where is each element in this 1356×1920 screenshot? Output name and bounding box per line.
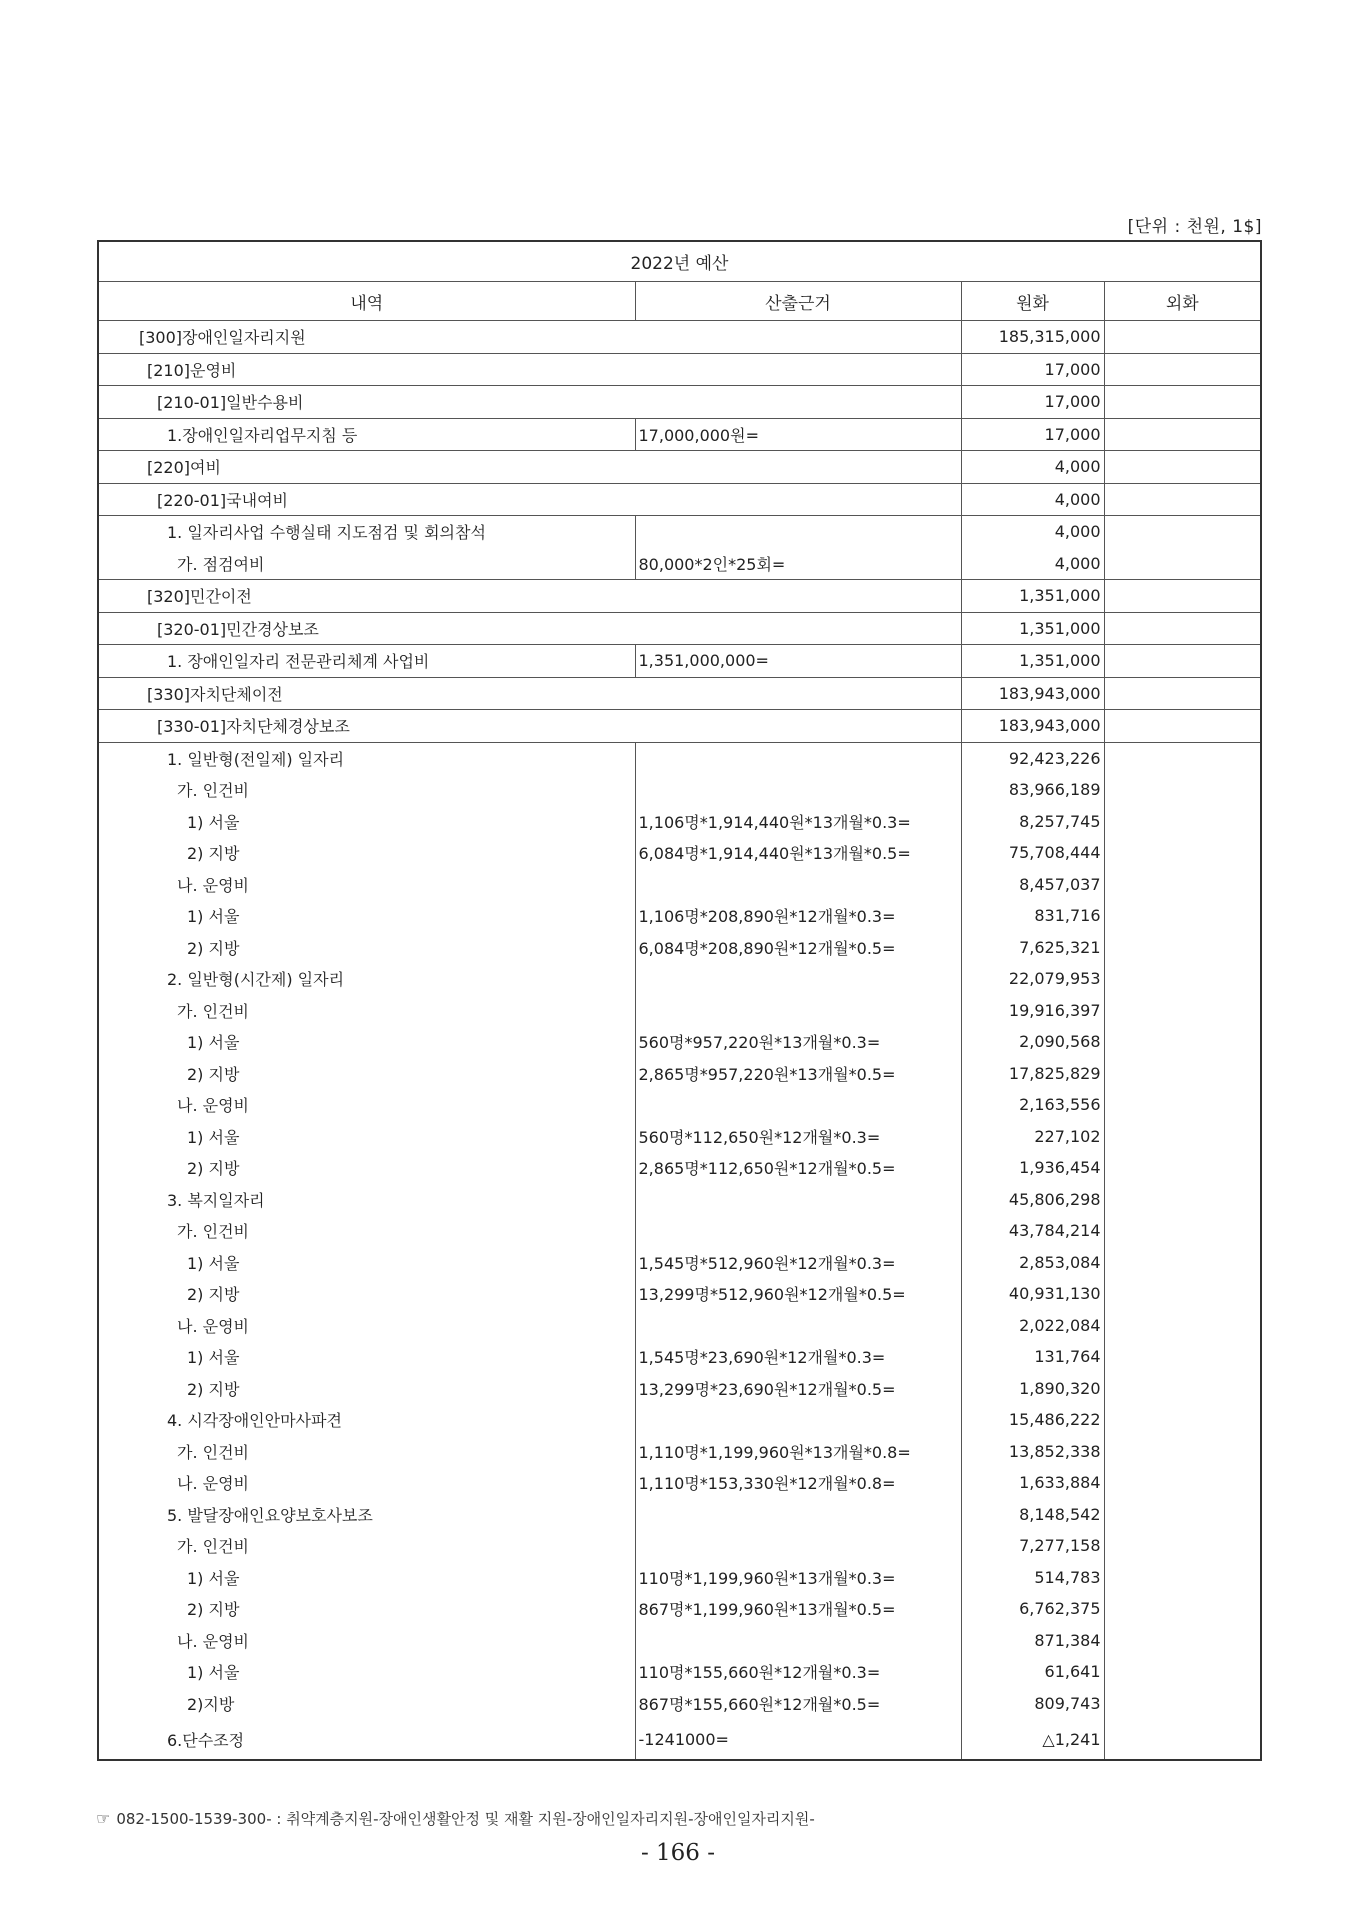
row-label: [210]운영비: [98, 353, 961, 386]
row-krw-amount: 8,257,745: [961, 806, 1104, 838]
row-foreign-amount: [1104, 483, 1261, 516]
unit-note: [단위 : 천원, 1$]: [1127, 217, 1262, 237]
row-basis: 110명*1,199,960원*13개월*0.3=: [635, 1562, 961, 1594]
row-label: 1. 일반형(전일제) 일자리: [98, 742, 635, 774]
table-row: [98, 1688, 1261, 1720]
row-label: 가. 인건비: [98, 1215, 635, 1247]
row-foreign-amount: [1104, 1373, 1261, 1405]
row-foreign-amount: [1104, 1089, 1261, 1121]
row-basis: 110명*155,660원*12개월*0.3=: [635, 1656, 961, 1688]
row-krw-amount: 17,000: [961, 353, 1104, 386]
row-krw-amount: 43,784,214: [961, 1215, 1104, 1247]
table-row: [98, 1247, 1261, 1279]
row-foreign-amount: [1104, 353, 1261, 386]
table-row: [98, 451, 1261, 484]
row-basis: [635, 963, 961, 995]
row-basis: [635, 1089, 961, 1121]
row-basis: 80,000*2인*25회=: [635, 548, 961, 580]
row-basis: 17,000,000원=: [635, 418, 961, 451]
row-basis: [635, 1310, 961, 1342]
row-basis: [635, 1215, 961, 1247]
row-krw-amount: 92,423,226: [961, 742, 1104, 774]
row-krw-amount: 19,916,397: [961, 995, 1104, 1027]
table-row: [98, 1341, 1261, 1373]
row-krw-amount: 183,943,000: [961, 710, 1104, 743]
row-foreign-amount: [1104, 612, 1261, 645]
row-label: [300]장애인일자리지원: [98, 321, 961, 354]
row-krw-amount: 1,351,000: [961, 612, 1104, 645]
table-row: [98, 1467, 1261, 1499]
table-row: [98, 418, 1261, 451]
row-label: 1) 서울: [98, 1562, 635, 1594]
row-foreign-amount: [1104, 932, 1261, 964]
row-krw-amount: 40,931,130: [961, 1278, 1104, 1310]
row-krw-amount: 183,943,000: [961, 677, 1104, 710]
row-krw-amount: 4,000: [961, 483, 1104, 516]
row-foreign-amount: [1104, 900, 1261, 932]
table-title: 2022년 예산: [98, 241, 1261, 282]
row-krw-amount: 4,000: [961, 548, 1104, 580]
row-label: 나. 운영비: [98, 1625, 635, 1657]
row-label: 2) 지방: [98, 932, 635, 964]
table-row: [98, 995, 1261, 1027]
row-krw-amount: 227,102: [961, 1121, 1104, 1153]
row-basis: 1,351,000,000=: [635, 645, 961, 678]
table-row: [98, 1625, 1261, 1657]
row-label: 2) 지방: [98, 837, 635, 869]
row-label: [330-01]자치단체경상보조: [98, 710, 961, 743]
row-krw-amount: 61,641: [961, 1656, 1104, 1688]
row-foreign-amount: [1104, 386, 1261, 419]
row-krw-amount: 45,806,298: [961, 1184, 1104, 1216]
row-basis: 1,110명*1,199,960원*13개월*0.8=: [635, 1436, 961, 1468]
row-foreign-amount: [1104, 645, 1261, 678]
table-row: [98, 742, 1261, 774]
table-row: [98, 516, 1261, 548]
table-row: [98, 677, 1261, 710]
row-foreign-amount: [1104, 806, 1261, 838]
table-row: [98, 321, 1261, 354]
row-foreign-amount: [1104, 1688, 1261, 1720]
table-row: [98, 806, 1261, 838]
row-basis: 560명*112,650원*12개월*0.3=: [635, 1121, 961, 1153]
header-foreign: 외화: [1104, 282, 1261, 321]
header-krw: 원화: [961, 282, 1104, 321]
budget-table: [97, 240, 1262, 1761]
header-item: 내역: [98, 282, 635, 321]
table-row: [98, 1656, 1261, 1688]
row-foreign-amount: [1104, 1026, 1261, 1058]
row-label: [210-01]일반수용비: [98, 386, 961, 419]
row-foreign-amount: [1104, 774, 1261, 806]
row-foreign-amount: [1104, 1215, 1261, 1247]
row-krw-amount: 83,966,189: [961, 774, 1104, 806]
table-row: [98, 1215, 1261, 1247]
header-basis: 산출근거: [635, 282, 961, 321]
row-foreign-amount: [1104, 548, 1261, 580]
table-row: [98, 645, 1261, 678]
row-label: 2) 지방: [98, 1152, 635, 1184]
row-label: [220-01]국내여비: [98, 483, 961, 516]
row-basis: 2,865명*112,650원*12개월*0.5=: [635, 1152, 961, 1184]
row-label: 1) 서울: [98, 1121, 635, 1153]
row-label: 1. 일자리사업 수행실태 지도점검 및 회의참석: [98, 516, 635, 548]
row-krw-amount: 514,783: [961, 1562, 1104, 1594]
row-label: 1) 서울: [98, 1656, 635, 1688]
table-row: [98, 1593, 1261, 1625]
row-foreign-amount: [1104, 710, 1261, 743]
row-krw-amount: 1,351,000: [961, 580, 1104, 613]
row-basis: 13,299명*512,960원*12개월*0.5=: [635, 1278, 961, 1310]
row-krw-amount: 871,384: [961, 1625, 1104, 1657]
row-krw-amount: 7,625,321: [961, 932, 1104, 964]
row-foreign-amount: [1104, 1530, 1261, 1562]
row-basis: 1,110명*153,330원*12개월*0.8=: [635, 1467, 961, 1499]
table-row: [98, 1436, 1261, 1468]
row-krw-amount: 7,277,158: [961, 1530, 1104, 1562]
table-row: [98, 386, 1261, 419]
row-label: 1) 서울: [98, 1247, 635, 1279]
row-foreign-amount: [1104, 321, 1261, 354]
row-label: 2) 지방: [98, 1593, 635, 1625]
row-label: 4. 시각장애인안마사파견: [98, 1404, 635, 1436]
row-label: 가. 인건비: [98, 1530, 635, 1562]
row-basis: 867명*1,199,960원*13개월*0.5=: [635, 1593, 961, 1625]
row-foreign-amount: [1104, 580, 1261, 613]
table-row: [98, 1058, 1261, 1090]
row-foreign-amount: [1104, 742, 1261, 774]
row-foreign-amount: [1104, 516, 1261, 548]
row-label: 가. 인건비: [98, 774, 635, 806]
table-row: [98, 580, 1261, 613]
row-foreign-amount: [1104, 869, 1261, 901]
row-label: 1.장애인일자리업무지침 등: [98, 418, 635, 451]
table-row: [98, 1184, 1261, 1216]
row-krw-amount: 17,000: [961, 418, 1104, 451]
row-label: 가. 인건비: [98, 1436, 635, 1468]
row-krw-amount: 2,853,084: [961, 1247, 1104, 1279]
table-row: [98, 1530, 1261, 1562]
row-krw-amount: 13,852,338: [961, 1436, 1104, 1468]
row-krw-amount: 2,090,568: [961, 1026, 1104, 1058]
row-foreign-amount: [1104, 451, 1261, 484]
table-row: [98, 1310, 1261, 1342]
table-row: [98, 710, 1261, 743]
row-krw-amount: 1,351,000: [961, 645, 1104, 678]
table-row: [98, 1278, 1261, 1310]
row-label: 2) 지방: [98, 1373, 635, 1405]
row-label: 5. 발달장애인요양보호사보조: [98, 1499, 635, 1531]
row-basis: 1,545명*23,690원*12개월*0.3=: [635, 1341, 961, 1373]
row-label: 나. 운영비: [98, 1089, 635, 1121]
row-krw-amount: 1,936,454: [961, 1152, 1104, 1184]
row-basis: [635, 995, 961, 1027]
row-foreign-amount: [1104, 1562, 1261, 1594]
row-basis: [635, 774, 961, 806]
row-foreign-amount: [1104, 1341, 1261, 1373]
row-label: 1) 서울: [98, 900, 635, 932]
row-label: 나. 운영비: [98, 1310, 635, 1342]
row-basis: -1241000=: [635, 1719, 961, 1760]
row-foreign-amount: [1104, 418, 1261, 451]
row-label: 6.단수조정: [98, 1719, 635, 1760]
row-basis: 1,106명*208,890원*12개월*0.3=: [635, 900, 961, 932]
row-foreign-amount: [1104, 677, 1261, 710]
row-krw-amount: 4,000: [961, 516, 1104, 548]
table-row: [98, 1719, 1261, 1760]
row-foreign-amount: [1104, 1310, 1261, 1342]
row-krw-amount: 185,315,000: [961, 321, 1104, 354]
row-foreign-amount: [1104, 1625, 1261, 1657]
row-basis: [635, 1404, 961, 1436]
row-label: 2)지방: [98, 1688, 635, 1720]
row-basis: 1,545명*512,960원*12개월*0.3=: [635, 1247, 961, 1279]
row-label: 1) 서울: [98, 806, 635, 838]
table-row: [98, 900, 1261, 932]
row-basis: 2,865명*957,220원*13개월*0.5=: [635, 1058, 961, 1090]
row-label: 가. 점검여비: [98, 548, 635, 580]
row-foreign-amount: [1104, 1058, 1261, 1090]
row-foreign-amount: [1104, 1436, 1261, 1468]
table-row: [98, 1026, 1261, 1058]
row-krw-amount: 131,764: [961, 1341, 1104, 1373]
table-body: [98, 321, 1261, 1761]
row-foreign-amount: [1104, 995, 1261, 1027]
table-row: [98, 1121, 1261, 1153]
row-basis: [635, 742, 961, 774]
table-row: [98, 353, 1261, 386]
row-krw-amount: 22,079,953: [961, 963, 1104, 995]
row-label: 나. 운영비: [98, 1467, 635, 1499]
row-foreign-amount: [1104, 837, 1261, 869]
footer-note: [96, 1808, 815, 1829]
row-foreign-amount: [1104, 1121, 1261, 1153]
row-foreign-amount: [1104, 1152, 1261, 1184]
table-row: [98, 1499, 1261, 1531]
row-basis: 867명*155,660원*12개월*0.5=: [635, 1688, 961, 1720]
table-row: [98, 869, 1261, 901]
row-krw-amount: 15,486,222: [961, 1404, 1104, 1436]
table-row: [98, 837, 1261, 869]
row-label: 나. 운영비: [98, 869, 635, 901]
row-foreign-amount: [1104, 1719, 1261, 1760]
table-row: [98, 1562, 1261, 1594]
row-krw-amount: 1,633,884: [961, 1467, 1104, 1499]
table-row: [98, 1404, 1261, 1436]
table-row: [98, 1373, 1261, 1405]
row-label: 1. 장애인일자리 전문관리체계 사업비: [98, 645, 635, 678]
row-basis: [635, 869, 961, 901]
row-krw-amount: 6,762,375: [961, 1593, 1104, 1625]
row-label: 가. 인건비: [98, 995, 635, 1027]
row-basis: [635, 1530, 961, 1562]
table-row: [98, 963, 1261, 995]
row-krw-amount: 2,163,556: [961, 1089, 1104, 1121]
table-row: [98, 1089, 1261, 1121]
row-foreign-amount: [1104, 1593, 1261, 1625]
page-number: - 166 -: [640, 1840, 716, 1866]
table-row: [98, 774, 1261, 806]
row-basis: [635, 1184, 961, 1216]
row-krw-amount: 75,708,444: [961, 837, 1104, 869]
row-foreign-amount: [1104, 1656, 1261, 1688]
row-krw-amount: 1,890,320: [961, 1373, 1104, 1405]
footer-text: 082-1500-1539-300- : 취약계층지원-장애인생활안정 및 재활 지원-장애인일자리지원-장애인일자리지원-: [116, 1810, 815, 1828]
row-label: [320]민간이전: [98, 580, 961, 613]
row-krw-amount: 2,022,084: [961, 1310, 1104, 1342]
row-foreign-amount: [1104, 963, 1261, 995]
row-label: [220]여비: [98, 451, 961, 484]
row-label: 2) 지방: [98, 1058, 635, 1090]
row-basis: 1,106명*1,914,440원*13개월*0.3=: [635, 806, 961, 838]
row-foreign-amount: [1104, 1467, 1261, 1499]
table-row: [98, 932, 1261, 964]
table-row: [98, 1152, 1261, 1184]
row-krw-amount: 831,716: [961, 900, 1104, 932]
table-row: [98, 612, 1261, 645]
row-label: 1) 서울: [98, 1341, 635, 1373]
row-foreign-amount: [1104, 1247, 1261, 1279]
row-basis: [635, 1625, 961, 1657]
row-basis: 6,084명*1,914,440원*13개월*0.5=: [635, 837, 961, 869]
row-krw-amount: 809,743: [961, 1688, 1104, 1720]
row-basis: 13,299명*23,690원*12개월*0.5=: [635, 1373, 961, 1405]
row-label: 2) 지방: [98, 1278, 635, 1310]
row-basis: [635, 1499, 961, 1531]
row-foreign-amount: [1104, 1499, 1261, 1531]
row-basis: 6,084명*208,890원*12개월*0.5=: [635, 932, 961, 964]
row-foreign-amount: [1104, 1278, 1261, 1310]
row-label: [330]자치단체이전: [98, 677, 961, 710]
row-krw-amount: 8,457,037: [961, 869, 1104, 901]
row-krw-amount: △1,241: [961, 1719, 1104, 1760]
row-krw-amount: 4,000: [961, 451, 1104, 484]
row-krw-amount: 17,000: [961, 386, 1104, 419]
row-label: 3. 복지일자리: [98, 1184, 635, 1216]
row-label: 2. 일반형(시간제) 일자리: [98, 963, 635, 995]
row-label: 1) 서울: [98, 1026, 635, 1058]
row-basis: 560명*957,220원*13개월*0.3=: [635, 1026, 961, 1058]
row-foreign-amount: [1104, 1404, 1261, 1436]
row-foreign-amount: [1104, 1184, 1261, 1216]
pointing-hand-icon: ☞: [96, 1809, 111, 1828]
row-krw-amount: 17,825,829: [961, 1058, 1104, 1090]
row-basis: [635, 516, 961, 548]
table-row: [98, 548, 1261, 580]
row-krw-amount: 8,148,542: [961, 1499, 1104, 1531]
table-row: [98, 483, 1261, 516]
row-label: [320-01]민간경상보조: [98, 612, 961, 645]
